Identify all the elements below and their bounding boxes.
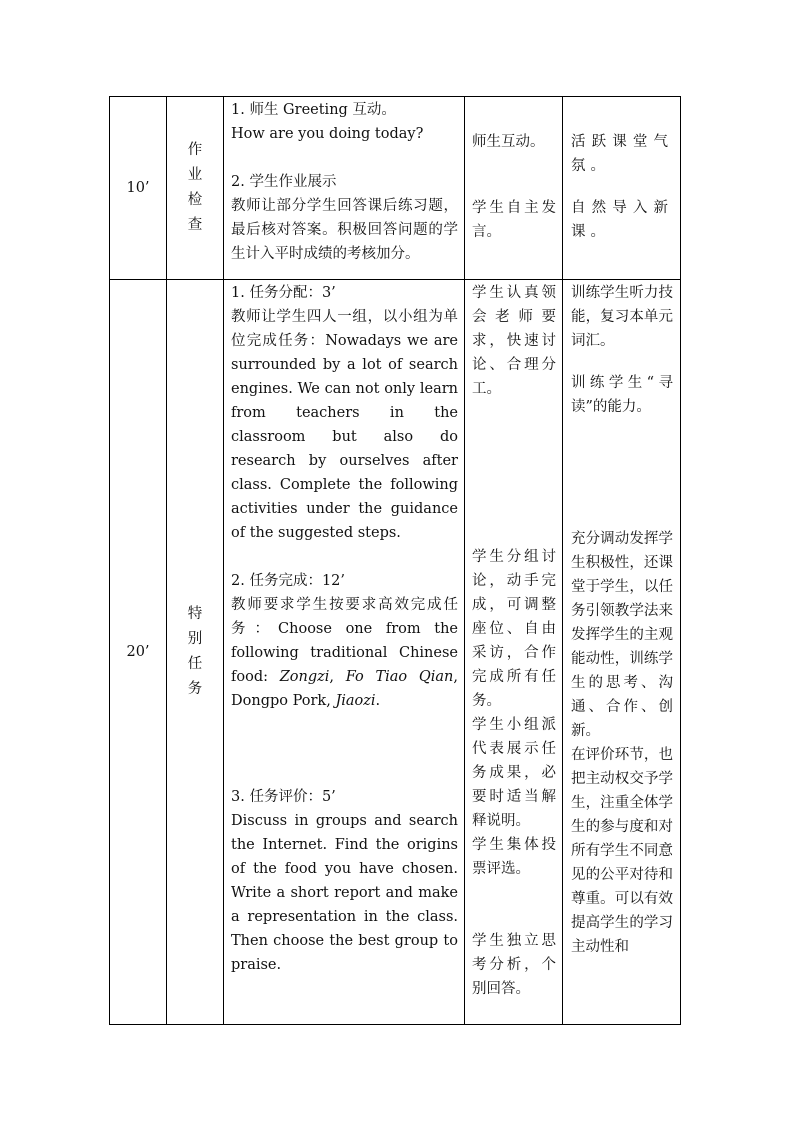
teacher-item-text: Discuss in groups and search the Internet. Find the origins of the food you have chosen. Write a short report and make a representation in the class. Then choose the best group to praise. bbox=[231, 813, 458, 973]
teacher-item-title: 1. 师生 Greeting 互动。 bbox=[231, 102, 396, 118]
step-cell bbox=[167, 97, 224, 280]
step-cell bbox=[167, 280, 224, 1025]
design-intent-text: 训练学生“寻读”的能力。 bbox=[571, 375, 673, 415]
student-activity-text: 学生集体投票评选。 bbox=[472, 837, 556, 877]
food-zongzi: Zongzi bbox=[279, 669, 330, 685]
student-activity-text: 学生分组讨论，动手完成，可调整座位、自由采访，合作完成所有任务。 bbox=[472, 549, 556, 709]
design-intent-cell bbox=[563, 280, 681, 1025]
teacher-item-title: 3. 任务评价：5’ bbox=[231, 789, 336, 805]
step-label-line2: 任 务 bbox=[187, 656, 217, 697]
food-jiaozi: Jiaozi bbox=[335, 693, 376, 709]
teacher-item-text: 教师让部分学生回答课后练习题，最后核对答案。积极回答问题的学生计入平时成绩的考核加分。 bbox=[231, 198, 458, 262]
student-activity-text: 师生互动。 bbox=[472, 134, 545, 150]
design-intent-text: 在评价环节，也把主动权交予学生，注重全体学生的参与度和对所有学生不同意见的公平对待和尊重。可以有效提高学生的学习主动性和 bbox=[571, 747, 673, 955]
student-activity-cell bbox=[465, 97, 563, 280]
teacher-item-title: 1. 任务分配：3’ bbox=[231, 285, 336, 301]
design-intent-text: 自然导入新课。 bbox=[571, 200, 673, 240]
table-row-homework-check bbox=[110, 97, 681, 280]
time-cell bbox=[110, 280, 167, 1025]
step-label-line2: 检 查 bbox=[187, 192, 217, 233]
time-value: 20’ bbox=[126, 644, 150, 660]
teacher-item-text: 教师要求学生按要求高效完成任务：Choose one from the following traditional Chinese food: Zongzi, Fo Tiao Qian, Dongpo Pork, Jiaozi. bbox=[231, 597, 458, 709]
teacher-item-text: 教师让学生四人一组，以小组为单位完成任务：Nowadays we are surrounded by a lot of search engines. We can not only learn from teachers in the classroom but also do research by ourselves after class. Complete the following activities under the guidance of the suggested steps. bbox=[231, 309, 458, 541]
design-intent-cell bbox=[563, 97, 681, 280]
step-label-line1: 特 别 bbox=[187, 606, 217, 647]
student-activity-text: 学生独立思考分析，个别回答。 bbox=[472, 933, 556, 997]
teacher-activity-cell bbox=[224, 280, 465, 1025]
design-intent-text: 训练学生听力技能，复习本单元词汇。 bbox=[571, 285, 673, 349]
design-intent-text: 活跃课堂气氛。 bbox=[571, 134, 673, 174]
time-cell bbox=[110, 97, 167, 280]
student-activity-text: 学生认真领会老师要求，快速讨论、合理分工。 bbox=[472, 285, 556, 397]
student-activity-text: 学生小组派代表展示任务成果，必要时适当解释说明。 bbox=[472, 717, 556, 829]
step-label-line1: 作 业 bbox=[187, 142, 217, 183]
teacher-item-title: 2. 任务完成：12’ bbox=[231, 573, 346, 589]
lesson-plan-table bbox=[109, 96, 681, 1025]
teacher-activity-cell bbox=[224, 97, 465, 280]
teacher-item-text: How are you doing today? bbox=[231, 126, 424, 142]
table-row-special-task bbox=[110, 280, 681, 1025]
student-activity-text: 学生自主发言。 bbox=[472, 200, 556, 240]
teacher-item-title: 2. 学生作业展示 bbox=[231, 174, 337, 190]
food-fo-tiao-qian: Fo Tiao Qian bbox=[345, 669, 454, 685]
time-value: 10’ bbox=[126, 180, 150, 196]
design-intent-text: 充分调动发挥学生积极性，还课堂于学生，以任务引领教学法来发挥学生的主观能动性，训练学生的思考、沟通、合作、创新。 bbox=[571, 531, 673, 739]
student-activity-cell bbox=[465, 280, 563, 1025]
